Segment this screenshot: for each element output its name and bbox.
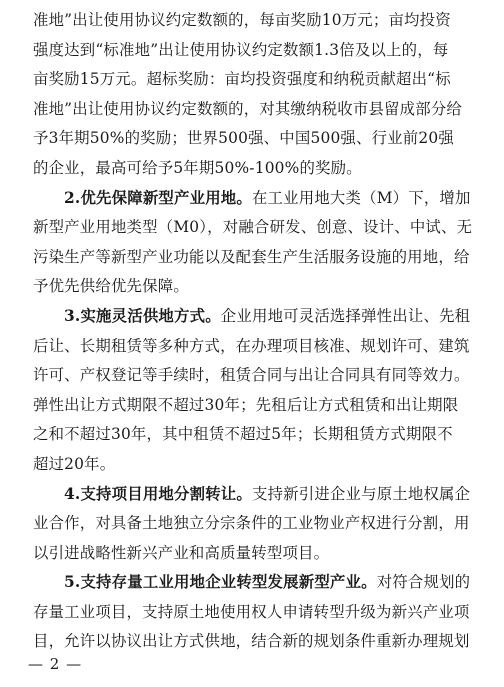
paragraph-line: 存量工业项目，支持原土地使用权人申请转型升级为新兴产业项 [33, 602, 470, 621]
paragraph-line: 准地”出让使用协议约定数额的，每亩奖励10万元；亩均投资 [33, 11, 451, 29]
paragraph-line: 强度达到“标准地”出让使用协议约定数额1.3倍及以上的，每 [33, 40, 449, 59]
section-text: 企业用地可灵活选择弹性出让、先租 [220, 306, 471, 325]
paragraph-line: 业合作，对具备土地独立分宗条件的工业物业产权进行分割，用 [33, 514, 470, 533]
paragraph-line: 新型产业用地类型（M0），对融合研发、创意、设计、中试、无 [33, 218, 473, 237]
paragraph-line: 目，允许以协议出让方式供地，结合新的规划条件重新办理规划 [33, 632, 470, 651]
paragraph-line: 超过20年。 [33, 454, 116, 473]
section-3-first-line [33, 302, 473, 332]
section-heading: 2.优先保障新型产业用地。 [64, 188, 252, 207]
section-text: 在工业用地大类（M）下，增加 [251, 188, 471, 207]
paragraph-line: 后让、长期租赁等多种方式，在办理项目核准、规划许可、建筑 [33, 336, 470, 355]
section-heading: 4.支持项目用地分割转让。 [64, 484, 252, 503]
section-2-first-line [33, 184, 473, 214]
paragraph-line: 之和不超过30年，其中租赁不超过5年；长期租赁方式期限不 [33, 425, 453, 444]
paragraph-line: 予3年期50%的奖励；世界500强、中国500强、行业前20强 [33, 129, 454, 148]
paragraph-line: 亩奖励15万元。超标奖励：亩均投资强度和纳税贡献超出“标 [33, 70, 451, 89]
page-number: — 2 — [28, 655, 83, 673]
paragraph-line: 污染生产等新型产业功能以及配套生产生活服务设施的用地，给 [33, 247, 470, 266]
section-heading: 3.实施灵活供地方式。 [64, 306, 221, 325]
paragraph-line: 准地”出让使用协议约定数额的，对其缴纳税收市县留成部分给 [33, 99, 463, 118]
section-heading: 5.支持存量工业用地企业转型发展新型产业。 [64, 573, 377, 592]
paragraph-line: 以引进战略性新兴产业和高质量转型项目。 [33, 543, 330, 562]
section-text: 支持新引进企业与原土地权属企 [251, 484, 471, 503]
paragraph-line: 弹性出让方式期限不超过30年；先租后让方式租赁和出让期限 [33, 395, 459, 414]
paragraph-line: 予优先供给优先保障。 [33, 277, 189, 296]
section-4-first-line [33, 480, 473, 510]
paragraph-line: 许可、产权登记等手续时，租赁合同与出让合同具有同等效力。 [33, 366, 470, 385]
document-body [33, 6, 473, 657]
paragraph-line: 的企业，最高可给予5年期50%-100%的奖励。 [33, 158, 362, 177]
section-text: 对符合规划的 [376, 573, 471, 592]
section-5-first-line [33, 568, 473, 598]
